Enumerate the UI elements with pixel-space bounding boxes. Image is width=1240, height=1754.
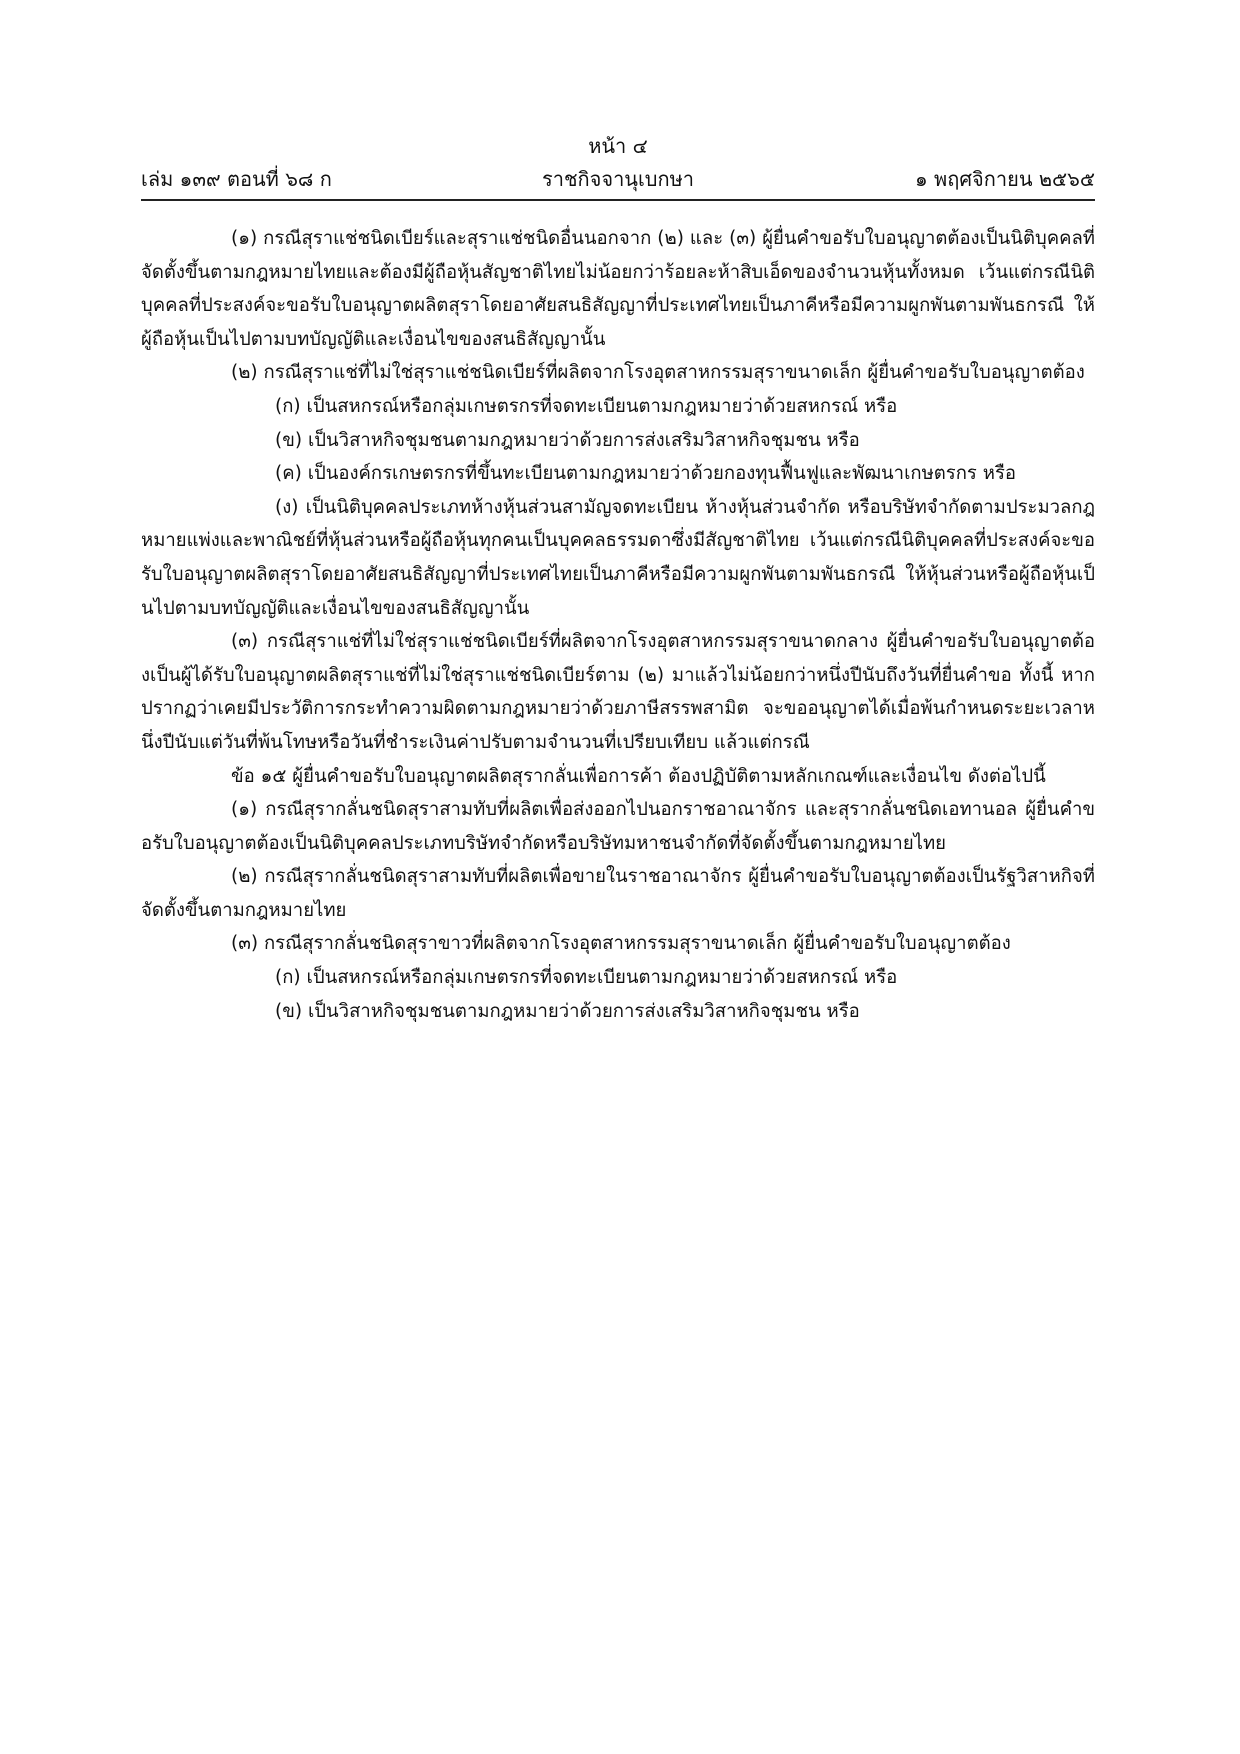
volume-info: เล่ม ๑๓๙ ตอนที่ ๖๘ ก xyxy=(141,167,332,191)
section-15-clause-3: (๓) กรณีสุรากลั่นชนิดสุราขาวที่ผลิตจากโรงอุตสาหกรรมสุราขนาดเล็ก ผู้ยื่นคำขอรับใบอนุญาตต้อง xyxy=(231,933,1011,955)
section-15-paragraph: ข้อ ๑๕ ผู้ยื่นคำขอรับใบอนุญาตผลิตสุรากลั่นเพื่อการค้า ต้องปฏิบัติตามหลักเกณฑ์และเงื่อนไข ดังต่อไปนี้ xyxy=(231,765,1046,787)
header-divider xyxy=(141,199,1095,201)
document-body xyxy=(141,222,1095,1028)
clause-3-paragraph: (๓) กรณีสุราแช่ที่ไม่ใช่สุราแช่ชนิดเบียร์ที่ผลิตจากโรงอุตสาหกรรมสุราขนาดกลาง ผู้ยื่นคำขอรับใบอนุญาตต้องเป็นผู้ได้รับใบอนุญาตผลิตสุราแช่ที่ไม่ใช่สุราแช่ชนิดเบียร์ตาม (๒) มาแล้วไม่น้อยกว่าหนึ่งปีนับถึงวันที่ยื่นคำขอ ทั้งนี้ หากปรากฏว่าเคยมีประวัติการกระทำความผิดตามกฎหมายว่าด้วยภาษีสรรพสามิต จะขออนุญาตได้เมื่อพ้นกำหนดระยะเวลาหนึ่งปีนับแต่วันที่พ้นโทษหรือวันที่ชำระเงินค่าปรับตามจำนวนที่เปรียบเทียบ แล้วแต่กรณี xyxy=(141,631,1095,753)
sub-clause-kho-khwai: (ค) เป็นองค์กรเกษตรกรที่ขึ้นทะเบียนตามกฎหมายว่าด้วยกองทุนฟื้นฟูและพัฒนาเกษตรกร หรือ xyxy=(275,463,1016,485)
issue-date: ๑ พฤศจิกายน ๒๕๖๕ xyxy=(915,167,1095,191)
clause-1-paragraph: (๑) กรณีสุราแช่ชนิดเบียร์และสุราแช่ชนิดอื่นนอกจาก (๒) และ (๓) ผู้ยื่นคำขอรับใบอนุญาตต้องเป็นนิติบุคคลที่จัดตั้งขึ้นตามกฎหมายไทยและต้องมีผู้ถือหุ้นสัญชาติไทยไม่น้อยกว่าร้อยละห้าสิบเอ็ดของจำนวนหุ้นทั้งหมด เว้นแต่กรณีนิติบุคคลที่ประสงค์จะขอรับใบอนุญาตผลิตสุราโดยอาศัยสนธิสัญญาที่ประเทศไทยเป็นภาคีหรือมีความผูกพันตามพันธกรณี ให้ผู้ถือหุ้นเป็นไปตามบทบัญญัติและเงื่อนไขของสนธิสัญญานั้น xyxy=(141,228,1095,350)
sub-clause-kho: (ข) เป็นวิสาหกิจชุมชนตามกฎหมายว่าด้วยการส่งเสริมวิสาหกิจชุมชน หรือ xyxy=(275,429,860,451)
gazette-header xyxy=(141,122,1095,202)
section-15-clause-2: (๒) กรณีสุรากลั่นชนิดสุราสามทับที่ผลิตเพื่อขายในราชอาณาจักร ผู้ยื่นคำขอรับใบอนุญาตต้องเป็นรัฐวิสาหกิจที่จัดตั้งขึ้นตามกฎหมายไทย xyxy=(141,866,1095,921)
sub-clause-ko: (ก) เป็นสหกรณ์หรือกลุ่มเกษตรกรที่จดทะเบียนตามกฎหมายว่าด้วยสหกรณ์ หรือ xyxy=(275,395,898,417)
section-15-sub-clause-kho: (ข) เป็นวิสาหกิจชุมชนตามกฎหมายว่าด้วยการส่งเสริมวิสาหกิจชุมชน หรือ xyxy=(275,1000,860,1022)
clause-2-paragraph: (๒) กรณีสุราแช่ที่ไม่ใช่สุราแช่ชนิดเบียร์ที่ผลิตจากโรงอุตสาหกรรมสุราขนาดเล็ก ผู้ยื่นคำขอรับใบอนุญาตต้อง xyxy=(231,362,1085,384)
header-row xyxy=(141,164,1095,194)
section-15-clause-1: (๑) กรณีสุรากลั่นชนิดสุราสามทับที่ผลิตเพื่อส่งออกไปนอกราชอาณาจักร และสุรากลั่นชนิดเอทานอล ผู้ยื่นคำขอรับใบอนุญาตต้องเป็นนิติบุคคลประเภทบริษัทจำกัดหรือบริษัทมหาชนจำกัดที่จัดตั้งขึ้นตามกฎหมายไทย xyxy=(141,799,1095,854)
gazette-name: ราชกิจจานุเบกษา xyxy=(541,167,695,191)
page-number: หน้า ๔ xyxy=(588,134,648,158)
section-15-sub-clause-ko: (ก) เป็นสหกรณ์หรือกลุ่มเกษตรกรที่จดทะเบียนตามกฎหมายว่าด้วยสหกรณ์ หรือ xyxy=(275,967,898,989)
sub-clause-ngo: (ง) เป็นนิติบุคคลประเภทห้างหุ้นส่วนสามัญจดทะเบียน ห้างหุ้นส่วนจำกัด หรือบริษัทจำกัดตามประมวลกฎหมายแพ่งและพาณิชย์ที่หุ้นส่วนหรือผู้ถือหุ้นทุกคนเป็นบุคคลธรรมดาซึ่งมีสัญชาติไทย เว้นแต่กรณีนิติบุคคลที่ประสงค์จะขอรับใบอนุญาตผลิตสุราโดยอาศัยสนธิสัญญาที่ประเทศไทยเป็นภาคีหรือมีความผูกพันตามพันธกรณี ให้หุ้นส่วนหรือผู้ถือหุ้นเป็นไปตามบทบัญญัติและเงื่อนไขของสนธิสัญญานั้น xyxy=(141,496,1095,619)
